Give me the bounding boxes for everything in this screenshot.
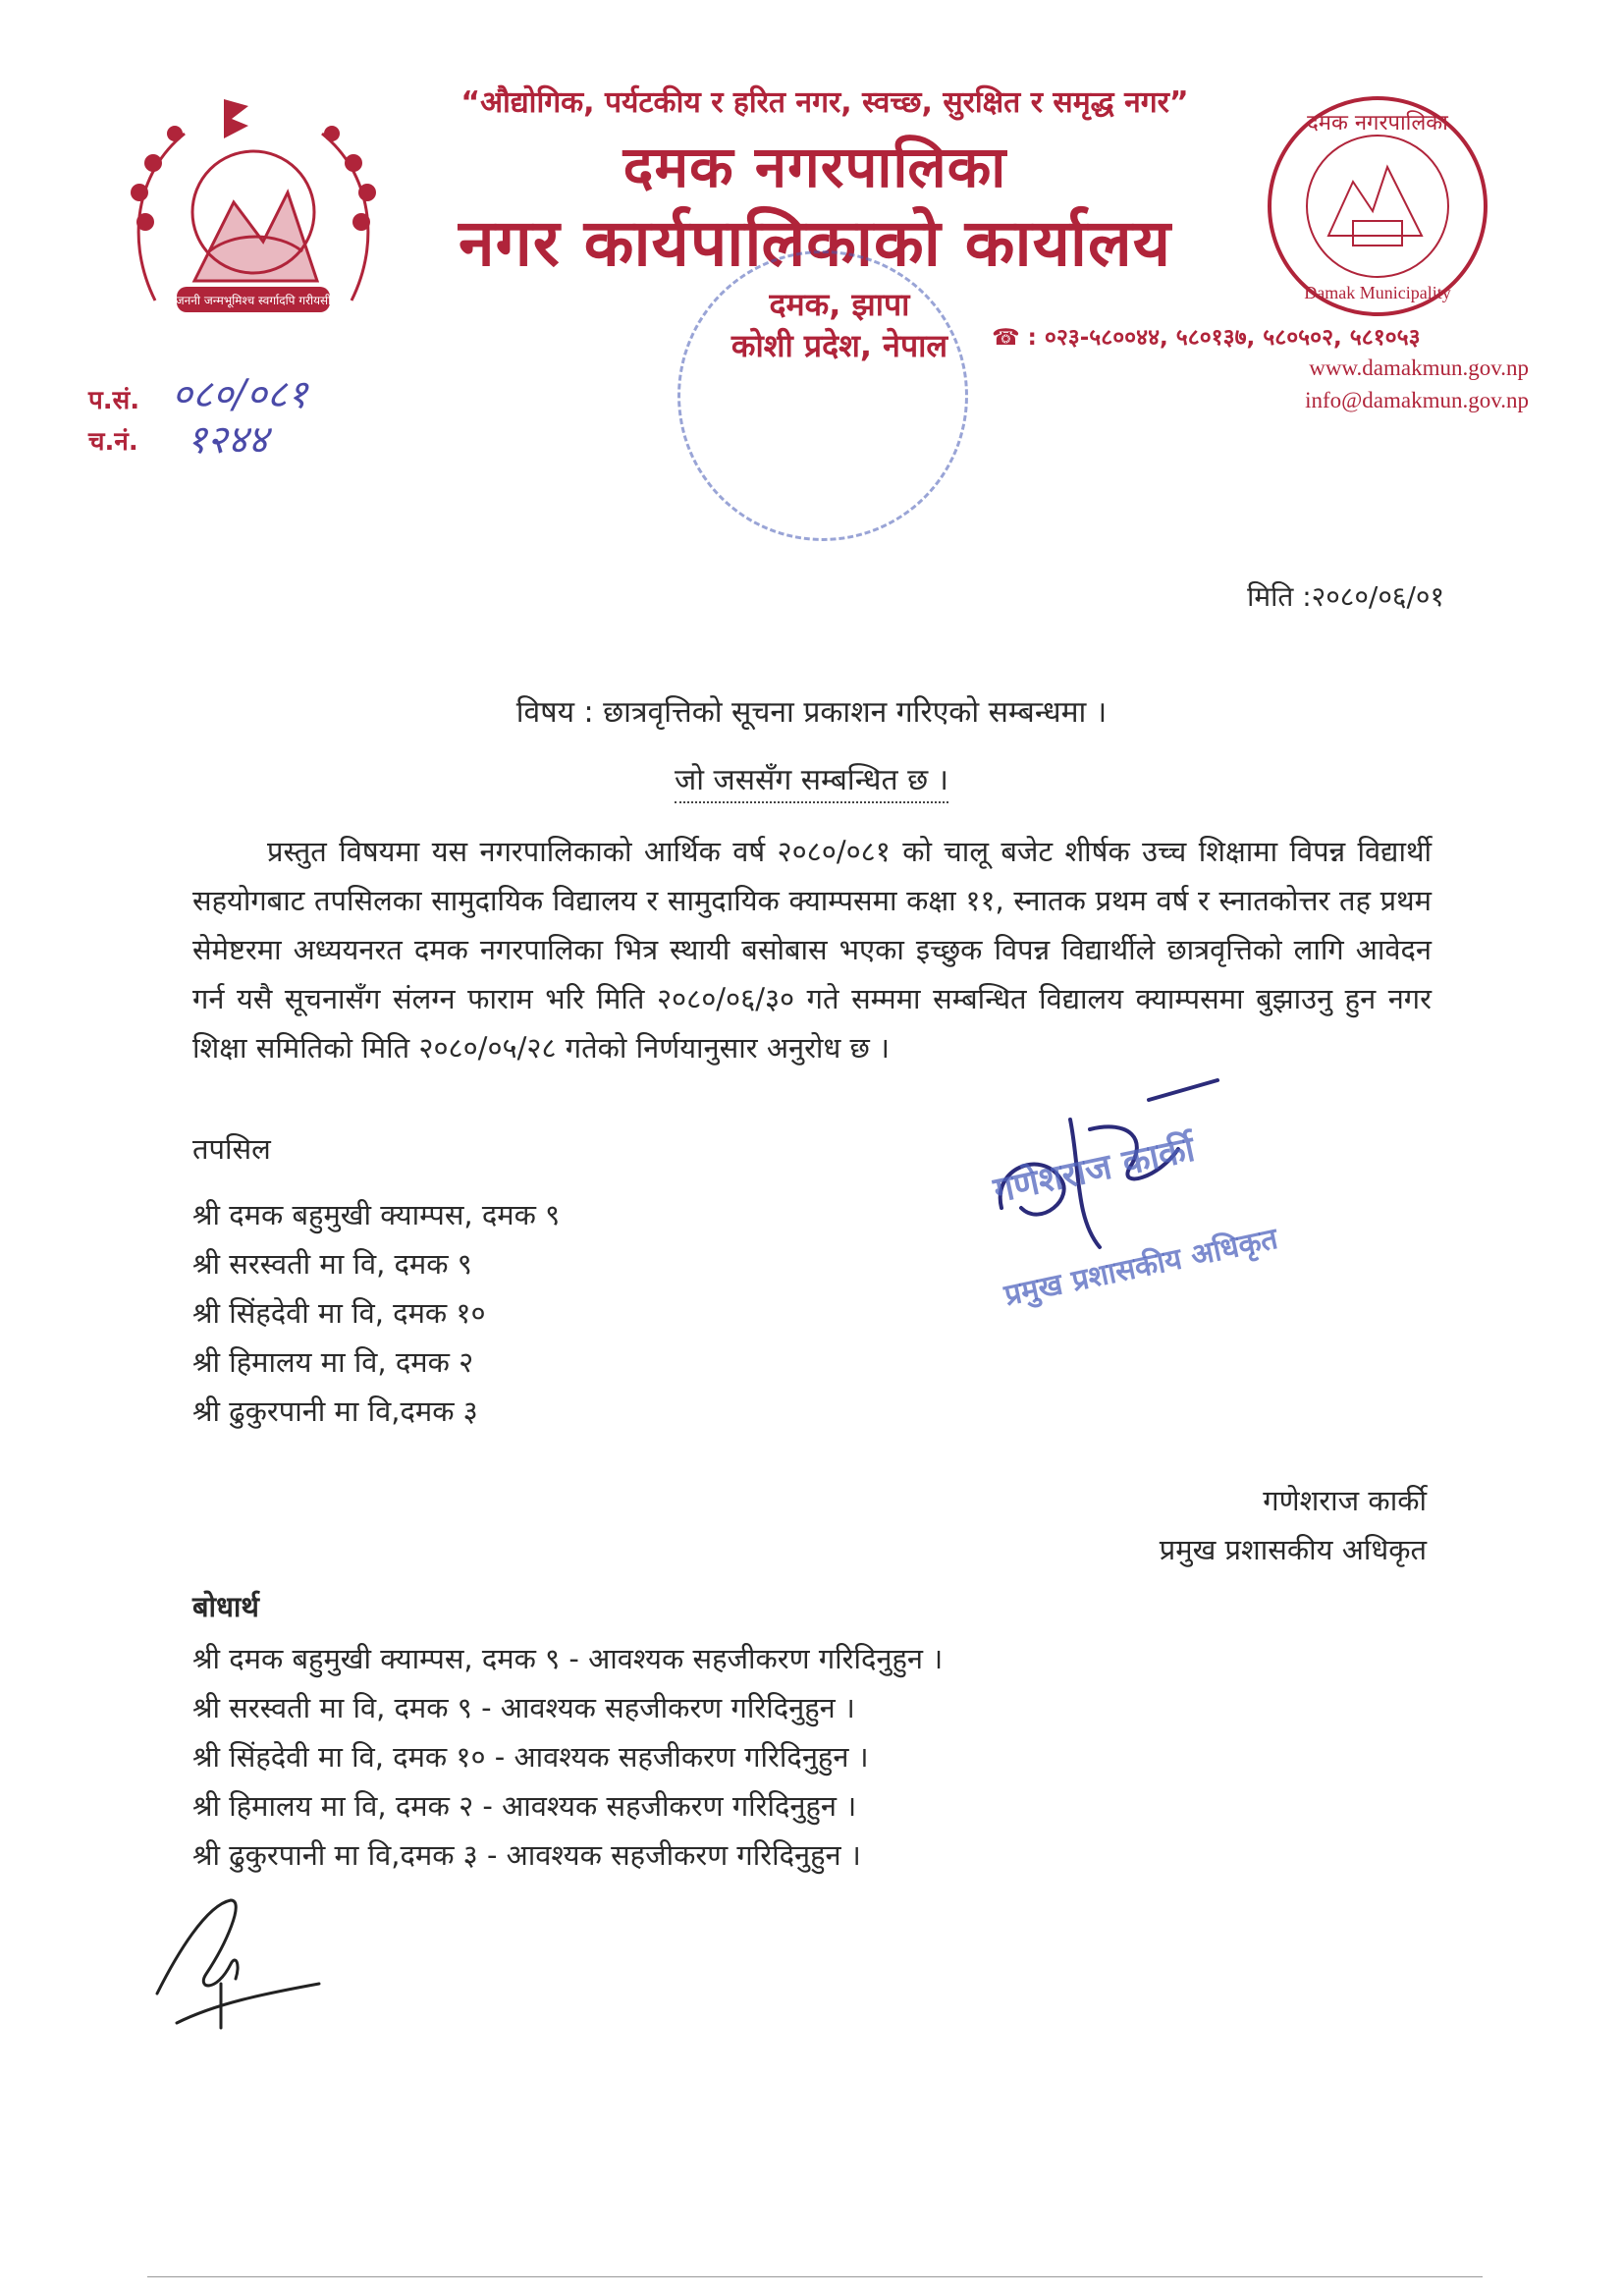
address-district: दमक, झापा — [769, 286, 910, 323]
letter-date: मिति :२०८०/०६/०१ — [1247, 580, 1444, 613]
list-item: श्री सरस्वती मा वि, दमक ९ - आवश्यक सहजीकरण गरिदिनुहुन । — [192, 1691, 855, 1724]
letter-subject: विषय : छात्रवृत्तिको सूचना प्रकाशन गरिएको सम्बन्धमा । — [515, 695, 1108, 730]
tapsil-list — [192, 1190, 560, 1436]
ps-value: ०८०/०८१ — [172, 372, 308, 417]
page-bottom-rule — [147, 2276, 1483, 2277]
municipality-motto: “औद्योगिक, पर्यटकीय र हरित नगर, स्वच्छ, सुरक्षित र समृद्ध नगर” — [460, 85, 1189, 120]
list-item: श्री ढुकुरपानी मा वि,दमक ३ — [192, 1394, 478, 1428]
letter-body: प्रस्तुत विषयमा यस नगरपालिकाको आर्थिक वर्ष २०८०/०८१ को चालू बजेट शीर्षक उच्च शिक्षामा विपन्न विद्यार्थी सहयोगबाट तपसिलका सामुदायिक विद्यालय र सामुदायिक क्याम्पसमा कक्षा ११, स्नातक प्रथम वर्ष र स्नातकोत्तर तह प्रथम सेमेष्टरमा अध्ययनरत दमक नगरपालिका भित्र स्थायी बसोबास भएका इच्छुक विपन्न विद्यार्थीले छात्रवृत्तिको लागि आवेदन गर्न यसै सूचनासँग संलग्न फाराम भरि मिति २०८०/०६/३० गते सम्ममा सम्बन्धित विद्यालय क्याम्पसमा बुझाउनु हुन नगर शिक्षा समितिको मिति २०८०/०५/२८ गतेको निर्णयानुसार अनुरोध छ । — [192, 835, 1432, 1065]
list-item: श्री हिमालय मा वि, दमक २ — [192, 1345, 474, 1379]
list-item: श्री सिंहदेवी मा वि, दमक १० — [192, 1296, 486, 1330]
cn-value: १२४४ — [187, 417, 269, 463]
list-item: श्री सरस्वती मा वि, दमक ९ — [192, 1247, 472, 1281]
website-link[interactable]: www.damakmun.gov.np — [1309, 355, 1529, 380]
letter-addressee — [0, 758, 1623, 798]
tapsil-heading: तपसिल — [192, 1132, 271, 1166]
bodhartha-list — [192, 1634, 943, 1880]
nepal-emblem-icon — [116, 94, 391, 330]
municipality-seal-icon — [1260, 88, 1495, 324]
list-item: श्री दमक बहुमुखी क्याम्पस, दमक ९ - आवश्यक सहजीकरण गरिदिनुहुन । — [192, 1642, 944, 1675]
list-item: श्री सिंहदेवी मा वि, दमक १० - आवश्यक सहजीकरण गरिदिनुहुन । — [192, 1740, 869, 1774]
list-item: श्री ढुकुरपानी मा वि,दमक ३ - आवश्यक सहजीकरण गरिदिनुहुन । — [192, 1838, 861, 1872]
list-item: श्री दमक बहुमुखी क्याम्पस, दमक ९ — [192, 1198, 561, 1231]
cn-label: च.नं. — [88, 427, 138, 457]
seal-name-en: Damak Municipality — [1304, 283, 1451, 302]
signatory-post: प्रमुख प्रशासकीय अधिकृत — [1159, 1533, 1427, 1566]
email-link[interactable]: info@damakmun.gov.np — [1305, 388, 1529, 412]
signatory-stamp-name: गणेशराज कार्की — [990, 1128, 1199, 1212]
ps-label: प.सं. — [88, 386, 140, 415]
addressee-text: जो जससँग सम्बन्धित छ । — [675, 763, 948, 803]
seal-name-np: दमक नगरपालिका — [1307, 111, 1448, 136]
address-province: कोशी प्रदेश, नेपाल — [730, 327, 948, 364]
list-item: श्री हिमालय मा वि, दमक २ - आवश्यक सहजीकरण गरिदिनुहुन । — [192, 1789, 857, 1823]
signatory-name: गणेशराज कार्की — [1263, 1484, 1427, 1517]
office-name: नगर कार्यपालिकाको कार्यालय — [459, 205, 1171, 281]
office-stamp — [677, 250, 968, 541]
initials-signature-icon — [137, 1886, 324, 2033]
signatory-stamp-post: प्रमुख प्रशासकीय अधिकृत — [1001, 1221, 1281, 1314]
municipality-name: दमक नगरपालिका — [622, 134, 1007, 200]
phone-numbers: ☎ : ०२३-५८००४४, ५८०१३७, ५८०५०२, ५८१०५३ — [992, 325, 1421, 351]
bodhartha-heading: बोधार्थ — [192, 1590, 259, 1623]
emblem-motto: जननी जन्मभूमिश्च स्वर्गादपि गरीयसी — [175, 294, 332, 307]
